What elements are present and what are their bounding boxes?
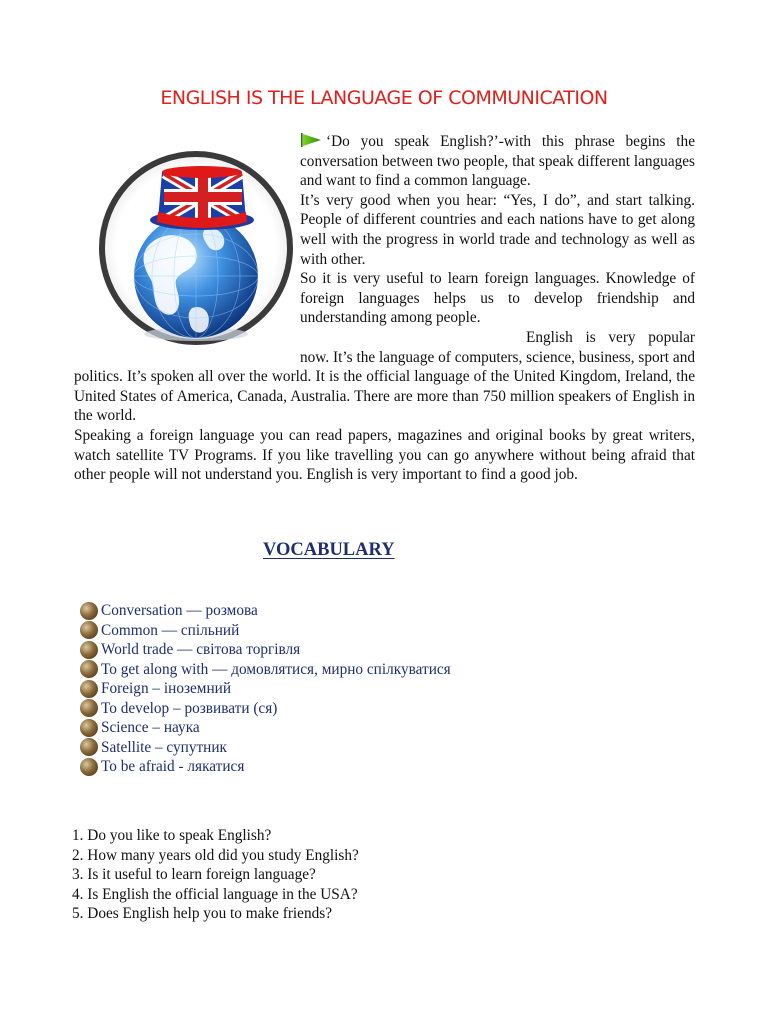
vocabulary-item bbox=[80, 699, 451, 719]
vocabulary-heading: VOCABULARY bbox=[263, 540, 395, 560]
question-item: 2. How many years old did you study English? bbox=[72, 846, 359, 864]
paragraph-5: Speaking a foreign language you can read papers, magazines and original books by great writers, watch satellite TV Programs. If you like travelling you can go anywhere without being afraid that other people will not understand you. English is very important to find a good job. bbox=[74, 426, 695, 484]
page-title: ENGLISH IS THE LANGUAGE OF COMMUNICATION bbox=[160, 86, 608, 109]
vocabulary-item-text: Science – наука bbox=[101, 719, 200, 736]
vocabulary-item bbox=[80, 757, 451, 777]
bronze-ball-bullet-icon bbox=[80, 758, 98, 776]
question-item: 5. Does English help you to make friends? bbox=[72, 905, 332, 923]
vocabulary-item-text: Foreign – іноземний bbox=[101, 680, 232, 697]
vocabulary-item bbox=[80, 601, 451, 621]
paragraph-1-text: ‘Do you speak English?’-with this phrase begins the conversation between two people, that speak different languages and want to find a common language. bbox=[300, 133, 695, 190]
paragraph-4: English is very popular now. It’s the language of computers, science, business, sport and politics. It’s spoken all over the world. It is the official language of the United Kingdom, Ireland, the United States of America, Canada, Australia. There are more than 750 million speakers of English in the world. bbox=[74, 328, 695, 425]
paragraph-2: It’s very good when you hear: “Yes, I do”, and start talking. People of different countries and each nations have to get along well with the progress in world trade and technology as well as with other. bbox=[300, 191, 695, 268]
bronze-ball-bullet-icon bbox=[80, 680, 98, 698]
vocabulary-item-text: World trade — світова торгівля bbox=[101, 641, 301, 658]
bronze-ball-bullet-icon bbox=[80, 660, 98, 678]
bronze-ball-bullet-icon bbox=[80, 719, 98, 737]
illustration-spacer bbox=[74, 132, 300, 362]
bronze-ball-bullet-icon bbox=[80, 738, 98, 756]
vocabulary-item bbox=[80, 679, 451, 699]
vocabulary-item-text: Satellite – супутник bbox=[101, 738, 227, 756]
vocabulary-item-text: To develop – розвивати (ся) bbox=[101, 699, 278, 717]
vocabulary-item bbox=[80, 640, 451, 660]
vocabulary-item bbox=[80, 718, 451, 738]
vocabulary-list bbox=[80, 601, 451, 777]
bronze-ball-bullet-icon bbox=[80, 621, 98, 639]
vocabulary-item bbox=[80, 621, 451, 641]
paragraph-3: So it is very useful to learn foreign languages. Knowledge of foreign languages helps us to develop friendship and understanding among people. bbox=[300, 270, 695, 327]
vocabulary-item bbox=[80, 660, 451, 680]
vocabulary-item bbox=[80, 738, 451, 758]
bronze-ball-bullet-icon bbox=[80, 641, 98, 659]
vocabulary-item-text: Conversation — розмова bbox=[101, 602, 258, 619]
bronze-ball-bullet-icon bbox=[80, 602, 98, 620]
question-item: 4. Is English the official language in the USA? bbox=[72, 885, 358, 903]
bronze-ball-bullet-icon bbox=[80, 699, 98, 717]
questions-list bbox=[72, 826, 359, 924]
question-item: 1. Do you like to speak English? bbox=[72, 827, 272, 844]
article-body bbox=[74, 132, 695, 485]
vocabulary-item-text: To get along with — домовлятися, мирно спілкуватися bbox=[101, 660, 451, 678]
flag-arrow-icon bbox=[300, 133, 322, 147]
vocabulary-item-text: Common — спільний bbox=[101, 621, 240, 639]
question-item: 3. Is it useful to learn foreign language? bbox=[72, 866, 316, 884]
vocabulary-item-text: To be afraid - лякатися bbox=[101, 758, 245, 775]
